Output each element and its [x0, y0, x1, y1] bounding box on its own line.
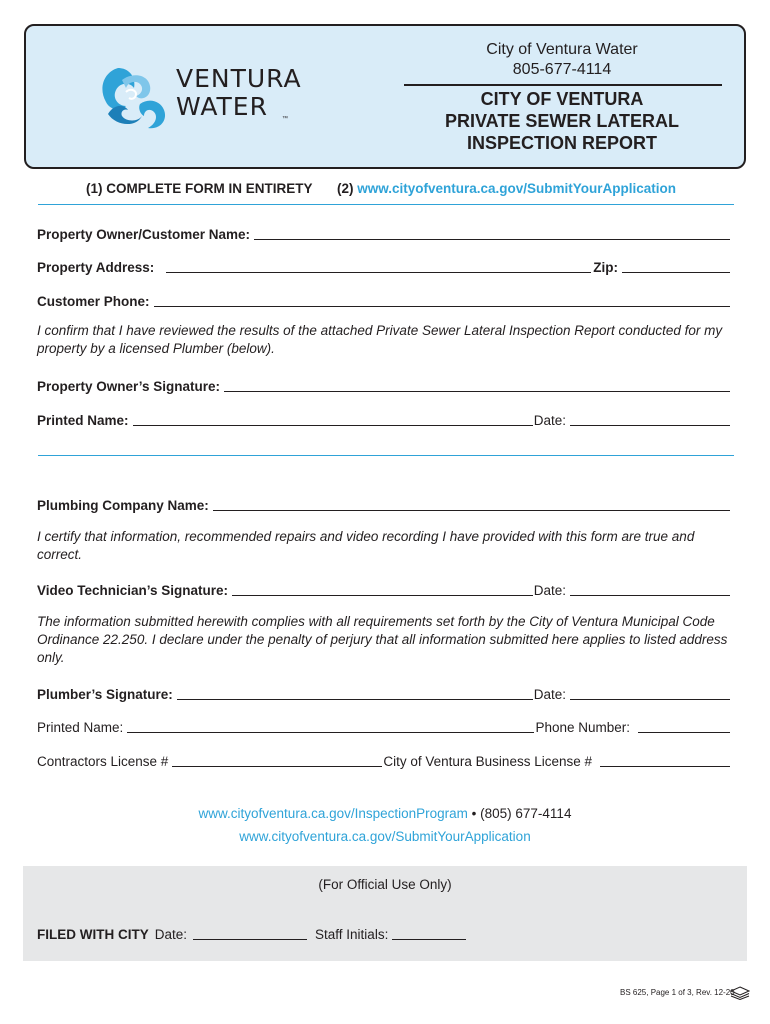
logo-trademark: ™: [282, 116, 288, 122]
customer-phone-field[interactable]: [154, 293, 730, 307]
tech-date-label: Date:: [533, 583, 566, 598]
step-two-instruction: [337, 181, 676, 196]
title-line-2: PRIVATE SEWER LATERAL: [445, 111, 679, 131]
document-title: [404, 88, 720, 154]
perjury-declaration-text: The information submitted herewith complies with all requirements set forth by the City of Ventura Municipal Code Ordinance 22.250. I declare under the penalty of perjury that all information submitted here applies to listed address only.: [37, 614, 728, 665]
agency-name: City of Ventura Water: [486, 41, 638, 58]
owner-date-field[interactable]: [570, 412, 730, 426]
address-row: [37, 255, 730, 275]
submit-application-link[interactable]: www.cityofventura.ca.gov/SubmitYourApplication: [357, 181, 677, 196]
plumber-signature-label: Plumber’s Signature:: [37, 687, 173, 702]
owner-signature-field[interactable]: [224, 378, 730, 392]
ventura-water-logo: [96, 58, 302, 138]
zip-field[interactable]: [622, 259, 730, 273]
plumber-certification-text: I certify that information, recommended repairs and video recording I have provided with this form are true and correct.: [37, 529, 695, 562]
owner-name-label: Property Owner/Customer Name:: [37, 227, 251, 242]
tech-signature-label: Video Technician’s Signature:: [37, 583, 229, 598]
customer-phone-row: [37, 289, 730, 309]
submit-application-line: [0, 826, 770, 848]
plumber-phone-field[interactable]: [638, 719, 730, 733]
filed-with-city-label: FILED WITH CITY: [37, 927, 149, 942]
filed-with-city-row: [37, 926, 466, 942]
plumber-date-field[interactable]: [570, 686, 730, 700]
license-row: [37, 749, 730, 769]
owner-name-field[interactable]: [254, 226, 730, 240]
staff-initials-field[interactable]: [392, 926, 466, 940]
address-label: Property Address:: [37, 260, 155, 275]
staff-initials-label: Staff Initials:: [315, 927, 389, 942]
section-divider-middle: [38, 455, 734, 456]
official-date-label: Date:: [154, 927, 188, 942]
step-one-instruction: (1) COMPLETE FORM IN ENTIRETY: [86, 181, 313, 196]
owner-printed-name-label: Printed Name:: [37, 413, 129, 428]
contractor-license-label: Contractors License #: [37, 754, 169, 769]
owner-name-row: [37, 222, 730, 242]
tech-signature-row: [37, 578, 730, 598]
owner-printed-name-row: [37, 408, 730, 428]
contractor-license-field[interactable]: [172, 753, 382, 767]
owner-confirmation-text: I confirm that I have reviewed the results of the attached Private Sewer Lateral Inspection Report conducted for my property by a licensed Plumber (below).: [37, 323, 723, 356]
inspection-program-link[interactable]: www.cityofventura.ca.gov/InspectionProgram: [198, 806, 468, 821]
logo-wordmark-ventura: VENTURA: [176, 64, 302, 93]
business-license-label: City of Ventura Business License #: [383, 754, 592, 769]
owner-signature-row: [37, 374, 730, 394]
stacked-layers-icon: [730, 986, 750, 1000]
agency-contact: [404, 40, 720, 80]
business-license-field[interactable]: [600, 753, 730, 767]
plumber-printed-name-field[interactable]: [127, 719, 534, 733]
plumbing-company-field[interactable]: [213, 497, 730, 511]
agency-phone: 805-677-4114: [512, 61, 612, 78]
address-field[interactable]: [166, 259, 591, 273]
plumber-printed-name-label: Printed Name:: [37, 720, 124, 735]
footer-submit-application-link[interactable]: www.cityofventura.ca.gov/SubmitYourApplication: [239, 829, 531, 844]
plumber-phone-label: Phone Number:: [535, 720, 630, 735]
revision-note: BS 625, Page 1 of 3, Rev. 12-20: [620, 988, 735, 997]
owner-signature-label: Property Owner’s Signature:: [37, 379, 221, 394]
zip-label: Zip:: [593, 260, 618, 275]
inspection-program-line: [0, 803, 770, 825]
header-divider: [404, 84, 722, 86]
plumber-signature-field[interactable]: [177, 686, 533, 700]
customer-phone-label: Customer Phone:: [37, 294, 150, 309]
footer-phone: • (805) 677-4114: [467, 806, 572, 821]
official-use-label: (For Official Use Only): [318, 877, 452, 892]
wave-logo-icon: [96, 58, 176, 138]
plumber-printed-name-row: [37, 715, 730, 735]
title-line-1: CITY OF VENTURA: [480, 89, 644, 109]
section-divider-top: [38, 204, 734, 205]
step-two-prefix: (2): [337, 181, 358, 196]
plumber-signature-row: [37, 682, 730, 702]
owner-date-label: Date:: [533, 413, 566, 428]
header-panel: [24, 24, 746, 169]
plumber-date-label: Date:: [533, 687, 566, 702]
tech-signature-field[interactable]: [232, 582, 533, 596]
official-date-field[interactable]: [193, 926, 307, 940]
owner-printed-name-field[interactable]: [133, 412, 533, 426]
plumbing-company-label: Plumbing Company Name:: [37, 498, 209, 513]
logo-wordmark-water: WATER: [176, 92, 268, 121]
title-line-3: INSPECTION REPORT: [466, 133, 658, 153]
tech-date-field[interactable]: [570, 582, 730, 596]
plumbing-company-row: [37, 493, 730, 513]
official-use-panel: [23, 866, 747, 961]
